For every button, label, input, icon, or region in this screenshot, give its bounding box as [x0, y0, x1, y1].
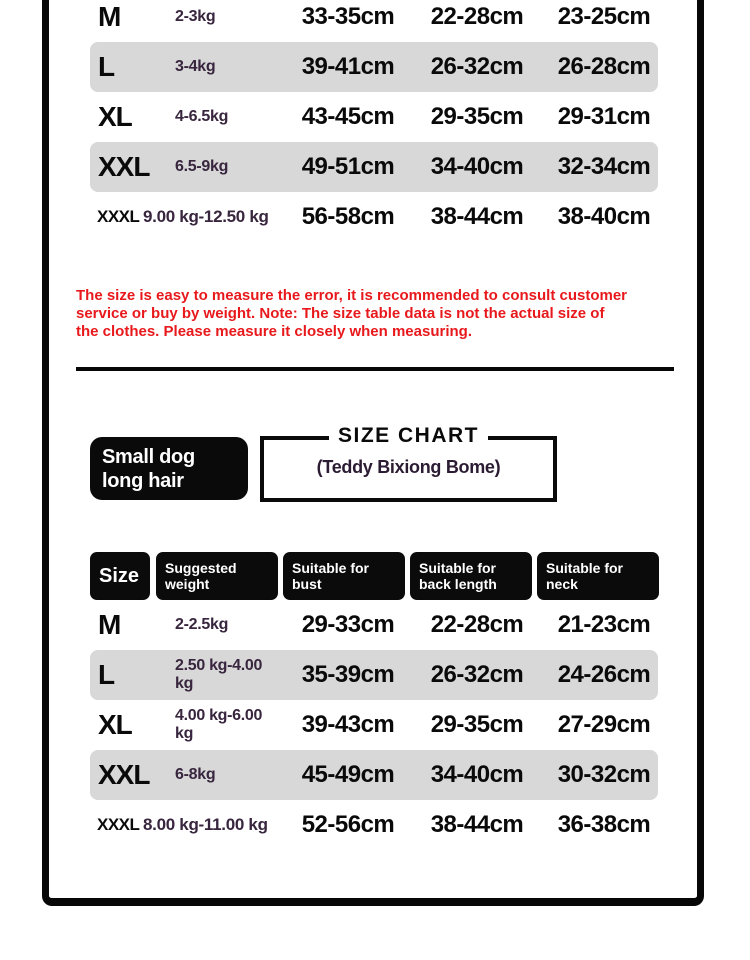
weight-value: 2-3kg — [175, 8, 216, 25]
weight-value: 8.00 kg-11.00 kg — [143, 815, 268, 834]
table-row — [90, 192, 658, 242]
back-length-value: 22-28cm — [430, 3, 524, 30]
weight-value: 2-2.5kg — [175, 616, 229, 633]
size-label: XL — [98, 101, 132, 132]
back-length-value: 29-35cm — [430, 103, 524, 130]
disclaimer-line: the clothes. Please measure it closely when measuring. — [76, 323, 472, 340]
breed-subtitle: (Teddy Bixiong Bome) — [316, 457, 501, 477]
neck-value: 21-23cm — [557, 611, 651, 638]
table-row — [90, 142, 658, 192]
column-header-suitable-neck: Suitable for neck — [537, 552, 659, 600]
neck-value: 29-31cm — [557, 103, 651, 130]
size-label: XL — [98, 709, 132, 740]
neck-value: 30-32cm — [557, 761, 651, 788]
neck-value: 38-40cm — [557, 203, 651, 230]
column-header-size: Size — [90, 552, 150, 600]
size-label: XXL — [98, 759, 150, 790]
neck-value: 24-26cm — [557, 661, 651, 688]
size-label: M — [98, 1, 121, 32]
measurement-disclaimer — [76, 287, 676, 341]
neck-value: 36-38cm — [557, 811, 651, 838]
bust-value: 29-33cm — [301, 611, 395, 638]
table-row — [90, 92, 658, 142]
size-label: L — [98, 659, 115, 690]
weight-value: 4.00 kg-6.00 kg — [175, 707, 263, 742]
bust-value: 39-43cm — [301, 711, 395, 738]
table-row — [90, 0, 658, 42]
size-chart-title-text: SIZE CHART — [329, 423, 488, 449]
disclaimer-line: The size is easy to measure the error, it is recommended to consult customer — [76, 287, 628, 304]
back-length-value: 34-40cm — [430, 761, 524, 788]
size-label: XXXL — [97, 207, 140, 226]
size-label: L — [98, 51, 115, 82]
section-divider — [76, 367, 674, 371]
table-row — [90, 700, 658, 750]
weight-value: 3-4kg — [175, 58, 216, 75]
table-row — [90, 800, 658, 850]
bust-value: 35-39cm — [301, 661, 395, 688]
bust-value: 45-49cm — [301, 761, 395, 788]
neck-value: 23-25cm — [557, 3, 651, 30]
disclaimer-line: service or buy by weight. Note: The size table data is not the actual size of — [76, 305, 605, 322]
back-length-value: 22-28cm — [430, 611, 524, 638]
back-length-value: 38-44cm — [430, 811, 524, 838]
dog-type-badge — [90, 437, 248, 500]
back-length-value: 29-35cm — [430, 711, 524, 738]
back-length-value: 38-44cm — [430, 203, 524, 230]
weight-value: 9.00 kg-12.50 kg — [143, 207, 269, 226]
weight-value: 2.50 kg-4.00 kg — [175, 657, 263, 692]
neck-value: 26-28cm — [557, 53, 651, 80]
weight-value: 4-6.5kg — [175, 108, 229, 125]
size-label: M — [98, 609, 121, 640]
badge-text: Small dog — [102, 445, 195, 468]
back-length-value: 26-32cm — [430, 53, 524, 80]
table-row — [90, 42, 658, 92]
size-label: XXXL — [97, 815, 140, 834]
neck-value: 32-34cm — [557, 153, 651, 180]
table-row — [90, 750, 658, 800]
neck-value: 27-29cm — [557, 711, 651, 738]
back-length-value: 34-40cm — [430, 153, 524, 180]
column-header-suitable-bust: Suitable for bust — [283, 552, 405, 600]
table-row — [90, 600, 658, 650]
weight-value: 6-8kg — [175, 766, 216, 783]
table-row — [90, 650, 658, 700]
bust-value: 56-58cm — [301, 203, 395, 230]
size-label: XXL — [98, 151, 150, 182]
bust-value: 39-41cm — [301, 53, 395, 80]
column-header-suitable-back-length: Suitable for back length — [410, 552, 532, 600]
bust-value: 33-35cm — [301, 3, 395, 30]
bust-value: 43-45cm — [301, 103, 395, 130]
weight-value: 6.5-9kg — [175, 158, 229, 175]
back-length-value: 26-32cm — [430, 661, 524, 688]
bust-value: 49-51cm — [301, 153, 395, 180]
bust-value: 52-56cm — [301, 811, 395, 838]
column-header-suggested-weight: Suggested weight — [156, 552, 278, 600]
badge-text: long hair — [102, 469, 184, 492]
size-chart-title — [260, 423, 557, 449]
